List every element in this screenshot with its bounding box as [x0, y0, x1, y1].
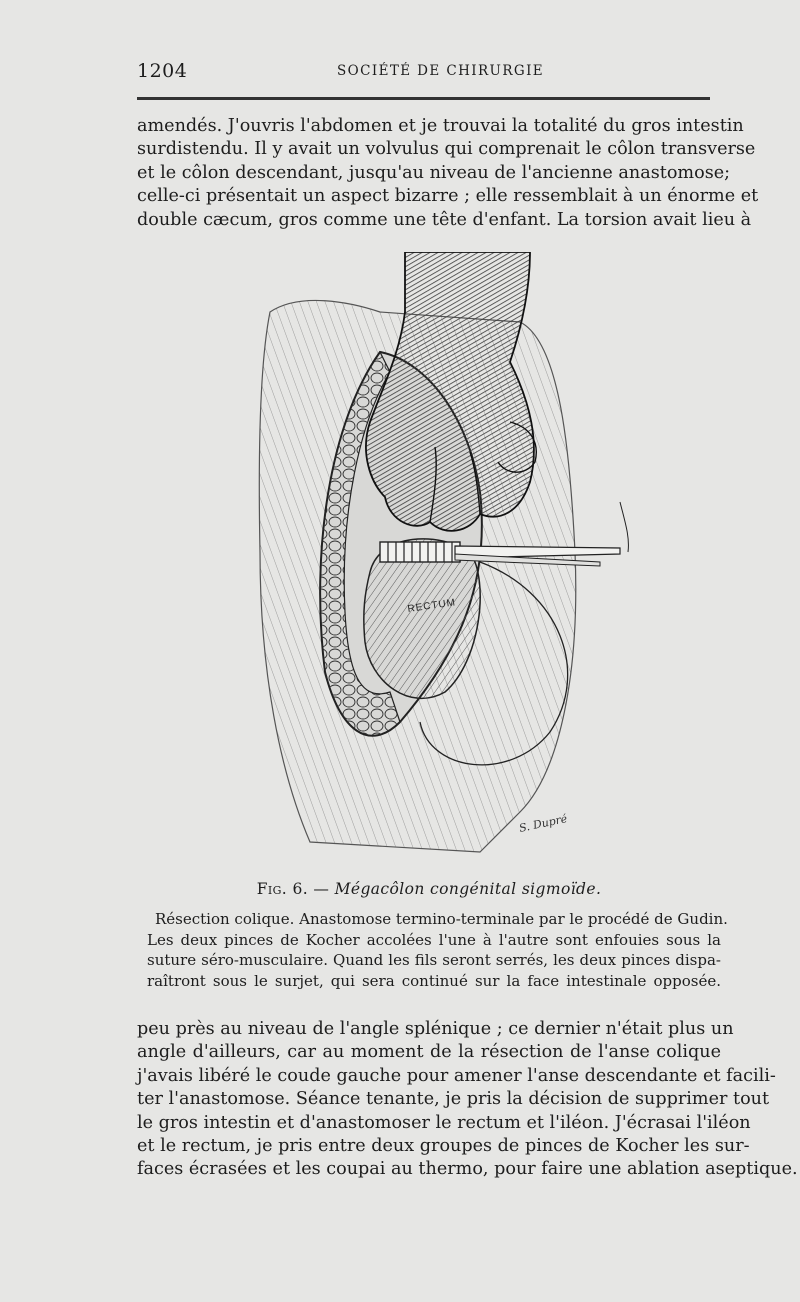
text-line: angle d'ailleurs, car au moment de la résection de l'anse colique — [137, 1042, 721, 1063]
text-line: et le rectum, je pris entre deux groupes de pinces de Kocher les sur- — [137, 1136, 750, 1157]
engraver-signature: S. Dupré — [517, 812, 569, 835]
legend-line: Les deux pinces de Kocher accolées l'une à l'autre sont enfouies sous la — [147, 930, 721, 949]
page-header — [137, 60, 717, 86]
header-rule — [137, 97, 710, 100]
caption-dash: — — [313, 880, 330, 898]
paragraph-bottom — [137, 1018, 798, 1182]
text-line: amendés. J'ouvris l'abdomen et je trouvai la totalité du gros intestin — [137, 116, 744, 136]
paragraph-top — [137, 115, 759, 232]
legend-line: Résection colique. Anastomose termino-terminale par le procédé de Gudin. — [155, 910, 728, 928]
text-line: j'avais libéré le coude gauche pour amener l'anse descendante et facili- — [137, 1065, 776, 1086]
rectum-label: RECTUM — [406, 597, 457, 615]
text-line: peu près au niveau de l'angle splénique ; ce dernier n'était plus un — [137, 1019, 734, 1039]
figure-label: Fig. 6. — [256, 880, 309, 898]
text-line: et le côlon descendant, jusqu'au niveau de l'ancienne anastomose; — [137, 162, 731, 183]
text-line: double cæcum, gros comme une tête d'enfant. La torsion avait lieu à — [137, 209, 752, 230]
text-line: faces écrasées et les coupai au thermo, pour faire une ablation aseptique. — [137, 1159, 798, 1180]
page-number: 1204 — [137, 60, 188, 82]
running-head: SOCIÉTÉ DE CHIRURGIE — [337, 63, 545, 79]
text-line: celle-ci présentait un aspect bizarre ; elle ressemblait à un énorme et — [137, 186, 759, 207]
text-line: ter l'anastomose. Séance tenante, je pris la décision de supprimer tout — [137, 1089, 770, 1110]
figure-title: Mégacôlon congénital sigmoïde. — [334, 880, 602, 898]
surgical-illustration — [230, 252, 650, 872]
text-line: le gros intestin et d'anastomoser le rectum et l'iléon. J'écrasai l'iléon — [137, 1112, 751, 1133]
legend-line: raîtront sous le surjet, qui sera continué sur la face intestinale opposée. — [147, 971, 721, 990]
text-line: surdistendu. Il y avait un volvulus qui comprenait le côlon transverse — [137, 139, 756, 160]
figure-caption — [137, 880, 721, 898]
figure-legend — [147, 909, 728, 991]
legend-line: suture séro-musculaire. Quand les fils seront serrés, les deux pinces dispa- — [147, 951, 721, 970]
